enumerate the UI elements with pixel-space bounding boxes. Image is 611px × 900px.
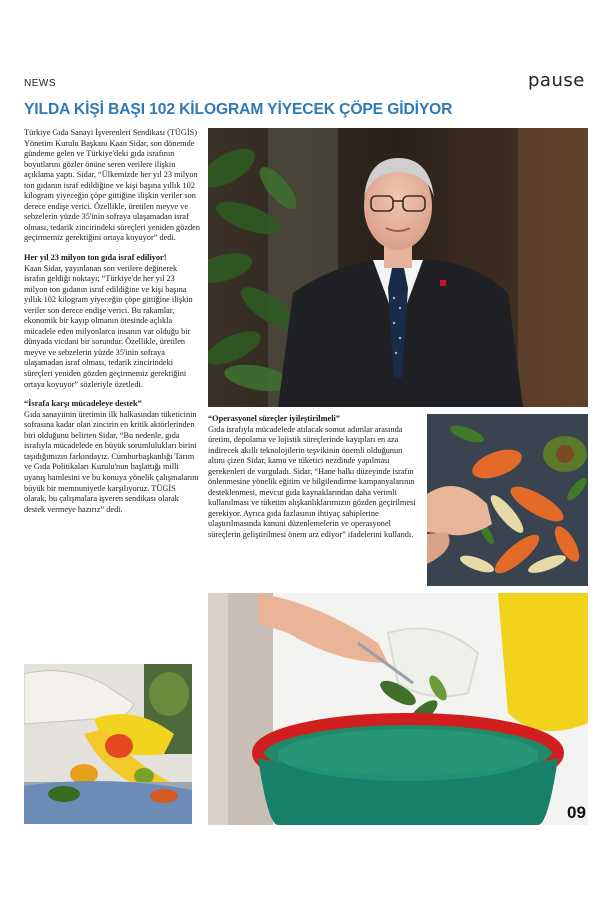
section-body: Kaan Sidar, yayınlanan son verilere değinerek israfın geldiği noktayı; “Türkiye'de her yıl 23 milyon ton gıdanın israf edildiğine ve kişi başına yıllık 102 kilogram yiyeceğin çöpe gittiğine ilişkin veriler son derece endişe verici. Bu rakamlar, ekonomik bir kayıp olmanın ötesinde açlıkla mücadele eden milyonlarca insanın var olduğu bir dünyada vicdani bir sorundur. Özellikle, üretilen meyve ve sebzelerin yüzde 35'inin sofraya ulaşamadan israf olması, tedarik zincirindeki süreçleri yeniden gözden geçirmemiz gerektiğini ortaya koyuyor” sözleriyle özetledi. <box>24 263 193 389</box>
magazine-logo: pause <box>528 70 585 91</box>
text-column-middle <box>208 414 419 550</box>
food-scraps-illustration <box>427 414 588 586</box>
section-body: Gıda israfıyla mücadelede atılacak somut adımlar arasında üretim, depolama ve lojistik süreçlerinde kayıpları en aza indirecek akıllı teknolojilerin teşvikinin önemli olduğunun altını çizen Sidar, kamu ve tüketici nezdinde yapılması gerekenleri de vurguladı. Sidar, “Hane halkı düzeyinde israfın önlenmesine yönelik eğitim ve bilgilendirme kampanyalarının desteklenmesi, mevcut gıda kaynaklarından daha verimli kullanılması ve tüketim alışkanlıklarımızın gözden geçirilmesi gerekiyor. Ayrıca gıda fazlasının ihtiyaç sahiplerine ulaştırılmasında kanuni düzenlemelerin ve operasyonel süreçlerin geliştirilmesi önem arz ediyor” ifadelerini kullandı. <box>208 424 416 540</box>
portrait-illustration <box>208 128 588 407</box>
section-label: NEWS <box>24 78 56 89</box>
food-scraps-photo <box>427 414 588 586</box>
page-number: 09 <box>567 803 586 822</box>
article-title: YILDA KİŞİ BAŞI 102 KİLOGRAM YİYECEK ÇÖPE GİDİYOR <box>24 101 453 118</box>
section-heading: “Operasyonel süreçler iyileştirilmeli” <box>208 414 340 423</box>
section-2 <box>24 399 200 515</box>
section-heading: “İsrafa karşı mücadeleye destek” <box>24 399 142 409</box>
section-1 <box>24 253 200 390</box>
bin-photo <box>208 593 588 825</box>
text-column-left <box>24 128 200 524</box>
gloved-hand-photo <box>24 664 192 824</box>
gloved-hand-illustration <box>24 664 192 824</box>
bin-illustration <box>208 593 588 825</box>
section-3 <box>208 414 419 541</box>
article-intro: Türkiye Gıda Sanayi İşverenleri Sendikası (TÜGİS) Yönetim Kurulu Başkanı Kaan Sidar, son dönemde gündeme gelen ve Türkiye'deki gıda israfının boyutlarını gözler önüne seren verilere ilişkin açıklama yaptı. Sidar, “Ülkemizde her yıl 23 milyon ton gıdanın israf edildiğine ve kişi başına yıllık 102 kilogram yiyeceğin çöpe gittiğine ilişkin veriler son derece endişe verici. Özellikle, üretilen meyve ve sebzelerin yüzde 35'inin sofraya ulaşamadan israf olması, tedarik zincirindeki süreçleri yeniden gözden geçirmemiz gerektiğini ortaya koyuyor” dedi. <box>24 128 201 243</box>
section-body: Gıda sanayiinin üretimin ilk halkasından tüketicinin sofrasına kadar olan zincirin en kritik aktörlerinden biri olduğunu belirten Sidar, “Bu nedenle, gıda israfıyla mücadelede en büyük sorumlulukları birini taşıdığımızın farkındayız. Cumhurbaşkanlığı Tarım ve Gıda Politikaları Kurulu'nun başlattığı milli uyanış hamlesini ve bu konuya yönelik çalışmalarını büyük bir memnuniyetle karşılıyoruz. TÜGİS olarak, bu çalışmalara işveren sendikası olarak destek vermeye hazırız” dedi. <box>24 409 199 514</box>
portrait-photo <box>208 128 588 407</box>
section-heading: Her yıl 23 milyon ton gıda israf ediliyor! <box>24 253 167 263</box>
